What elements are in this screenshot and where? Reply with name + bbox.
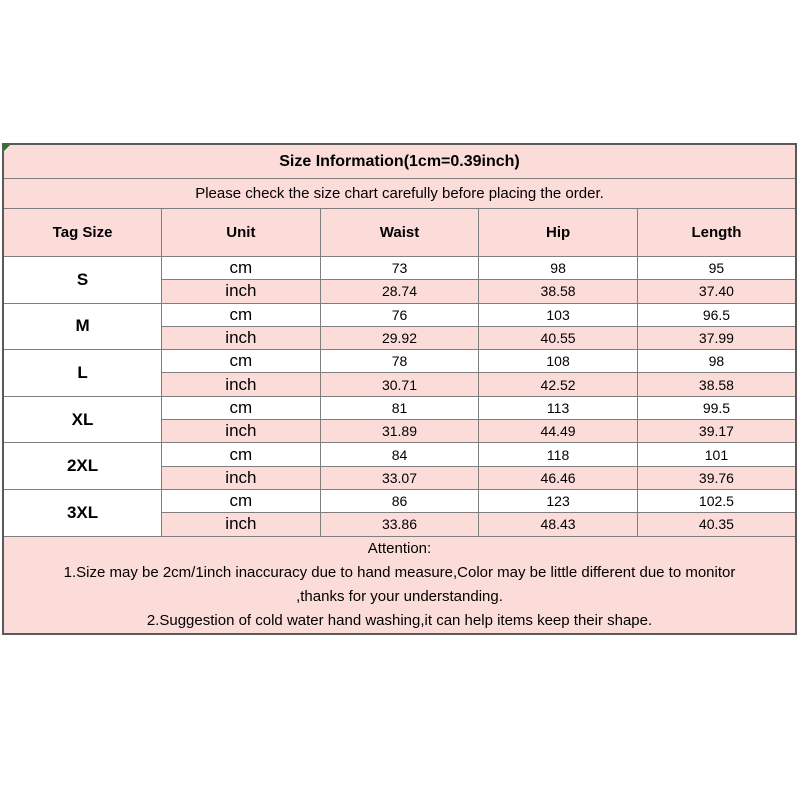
length-value: 102.5 [637, 489, 796, 512]
waist-value: 29.92 [320, 326, 479, 349]
header-row [3, 209, 796, 257]
length-value: 39.76 [637, 466, 796, 489]
size-tag-s: S [3, 257, 162, 304]
length-value: 96.5 [637, 303, 796, 326]
waist-value: 86 [320, 489, 479, 512]
size-tag-3xl: 3XL [3, 489, 162, 536]
attention-label: Attention: [367, 539, 432, 557]
hip-value: 40.55 [479, 326, 638, 349]
size-tag-m: M [3, 303, 162, 350]
attention-line-1: 1.Size may be 2cm/1inch inaccuracy due to hand measure,Color may be little different due to monitor [63, 563, 736, 581]
page-title: Size Information(1cm=0.39inch) [3, 144, 796, 179]
waist-value: 30.71 [320, 373, 479, 396]
unit-label-inch: inch [162, 373, 321, 396]
unit-label-cm: cm [162, 396, 321, 419]
hip-value: 118 [479, 443, 638, 466]
hip-value: 113 [479, 396, 638, 419]
waist-value: 78 [320, 350, 479, 373]
table-row-l-cm [3, 350, 796, 373]
length-value: 101 [637, 443, 796, 466]
attention-row [3, 536, 796, 634]
hip-value: 46.46 [479, 466, 638, 489]
unit-label-cm: cm [162, 489, 321, 512]
unit-label-cm: cm [162, 257, 321, 280]
unit-label-cm: cm [162, 443, 321, 466]
cell-comment-corner-icon [4, 145, 10, 151]
hip-value: 48.43 [479, 513, 638, 536]
unit-label-inch: inch [162, 420, 321, 443]
waist-value: 33.86 [320, 513, 479, 536]
column-header-unit: Unit [162, 209, 321, 257]
table-row-xl-cm [3, 396, 796, 419]
size-chart-table [2, 143, 797, 635]
length-value: 39.17 [637, 420, 796, 443]
waist-value: 84 [320, 443, 479, 466]
table-row-m-cm [3, 303, 796, 326]
hip-value: 123 [479, 489, 638, 512]
waist-value: 33.07 [320, 466, 479, 489]
unit-label-inch: inch [162, 280, 321, 303]
size-tag-l: L [3, 350, 162, 397]
hip-value: 103 [479, 303, 638, 326]
hip-value: 38.58 [479, 280, 638, 303]
unit-label-inch: inch [162, 326, 321, 349]
length-value: 37.99 [637, 326, 796, 349]
column-header-tag-size: Tag Size [3, 209, 162, 257]
column-header-waist: Waist [320, 209, 479, 257]
unit-label-cm: cm [162, 350, 321, 373]
length-value: 99.5 [637, 396, 796, 419]
subtitle-row [3, 179, 796, 209]
length-value: 95 [637, 257, 796, 280]
waist-value: 76 [320, 303, 479, 326]
table-row-3xl-cm [3, 489, 796, 512]
table-row-s-cm [3, 257, 796, 280]
hip-value: 44.49 [479, 420, 638, 443]
column-header-length: Length [637, 209, 796, 257]
unit-label-inch: inch [162, 513, 321, 536]
length-value: 38.58 [637, 373, 796, 396]
hip-value: 42.52 [479, 373, 638, 396]
subtitle-note: Please check the size chart carefully before placing the order. [3, 179, 796, 209]
length-value: 40.35 [637, 513, 796, 536]
length-value: 37.40 [637, 280, 796, 303]
size-tag-2xl: 2XL [3, 443, 162, 490]
table-row-2xl-cm [3, 443, 796, 466]
waist-value: 28.74 [320, 280, 479, 303]
unit-label-inch: inch [162, 466, 321, 489]
title-row [3, 144, 796, 179]
attention-line-3: 2.Suggestion of cold water hand washing,it can help items keep their shape. [146, 611, 653, 629]
unit-label-cm: cm [162, 303, 321, 326]
attention-note [3, 536, 796, 634]
attention-line-2: ,thanks for your understanding. [296, 587, 503, 605]
waist-value: 81 [320, 396, 479, 419]
length-value: 98 [637, 350, 796, 373]
hip-value: 108 [479, 350, 638, 373]
waist-value: 31.89 [320, 420, 479, 443]
waist-value: 73 [320, 257, 479, 280]
column-header-hip: Hip [479, 209, 638, 257]
hip-value: 98 [479, 257, 638, 280]
size-tag-xl: XL [3, 396, 162, 443]
